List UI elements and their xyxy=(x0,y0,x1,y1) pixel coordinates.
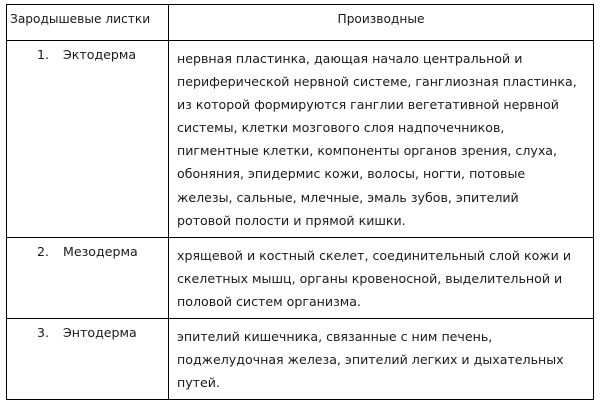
layer-title: Эктодерма xyxy=(63,47,137,62)
layer-title: Мезодерма xyxy=(63,244,138,259)
derivatives-line: путей. xyxy=(177,375,220,391)
layer-title: Энтодерма xyxy=(63,325,137,340)
layer-number: 3. xyxy=(37,325,50,340)
derivatives-text xyxy=(177,325,564,394)
table-row xyxy=(7,319,593,399)
derivatives-text xyxy=(177,244,571,313)
derivatives-text xyxy=(177,47,577,232)
derivatives-line: системы, клетки мозгового слоя надпочечников, xyxy=(177,120,505,136)
table-row xyxy=(7,41,593,238)
header-cell-layers xyxy=(7,5,168,40)
layer-number: 1. xyxy=(37,47,50,62)
derivatives-line: хрящевой и костный скелет, соединительный слой кожи и xyxy=(177,248,571,263)
derivatives-line: пигментные клетки, компоненты органов зрения, слуха, xyxy=(177,143,558,159)
derivatives-line: нервная пластинка, дающая начало центральной и xyxy=(177,51,523,66)
layer-name xyxy=(37,244,138,259)
derivatives-cell xyxy=(169,319,593,399)
derivatives-line: ротовой полости и прямой кишки. xyxy=(177,212,406,228)
layer-cell xyxy=(7,41,168,237)
derivatives-line: железы, сальные, млечные, эмаль зубов, эпителий xyxy=(177,189,519,205)
derivatives-line: периферической нервной системе, ганглиозная пластинка, xyxy=(177,74,577,90)
derivatives-line: половой систем организма. xyxy=(177,294,361,310)
header-cell-derivatives xyxy=(169,5,593,40)
table-row xyxy=(7,238,593,319)
derivatives-line: поджелудочная железа, эпителий легких и дыхательных xyxy=(177,352,564,368)
derivatives-line: эпителий кишечника, связанные с ним печень, xyxy=(177,329,493,344)
header-label-derivatives: Производные xyxy=(337,12,425,26)
table-header-row xyxy=(7,5,593,41)
derivatives-line: скелетных мышц, органы кровеносной, выделительной и xyxy=(177,271,563,287)
derivatives-cell xyxy=(169,41,593,237)
layer-cell xyxy=(7,238,168,318)
layer-name xyxy=(37,325,137,340)
header-label-layers: Зародышевые листки xyxy=(10,12,151,26)
germ-layers-table xyxy=(6,4,594,400)
layer-number: 2. xyxy=(37,244,50,259)
derivatives-cell xyxy=(169,238,593,318)
layer-cell xyxy=(7,319,168,399)
derivatives-line: обоняния, эпидермис кожи, волосы, ногти, потовые xyxy=(177,166,526,182)
layer-name xyxy=(37,47,136,62)
derivatives-line: из которой формируются ганглии вегетативной нервной xyxy=(177,97,559,113)
